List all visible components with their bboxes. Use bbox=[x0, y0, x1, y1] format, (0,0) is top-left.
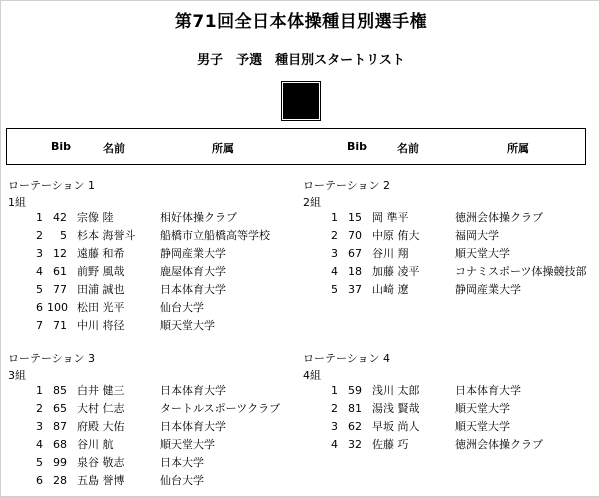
document-title: 第71回全日本体操種目別選手権 bbox=[174, 12, 428, 32]
start-order: 3 bbox=[36, 247, 43, 260]
athlete-name: 白井 健三 bbox=[77, 384, 125, 397]
start-order: 4 bbox=[36, 438, 43, 451]
start-order: 1 bbox=[36, 384, 43, 397]
athlete-row bbox=[33, 227, 293, 245]
bib-number: 68 bbox=[53, 438, 67, 451]
athlete-name: 杉本 海誉斗 bbox=[77, 229, 136, 242]
athlete-name: 宗像 陸 bbox=[77, 211, 114, 224]
bib-number: 5 bbox=[60, 229, 67, 242]
start-order: 2 bbox=[331, 402, 338, 415]
athlete-row bbox=[33, 317, 293, 335]
athlete-row bbox=[328, 436, 596, 454]
bib-number: 59 bbox=[348, 384, 362, 397]
column-header-box bbox=[6, 128, 586, 165]
athlete-team: 福岡大学 bbox=[455, 229, 499, 242]
athlete-team: 順天堂大学 bbox=[455, 420, 510, 433]
athlete-row bbox=[328, 281, 596, 299]
athlete-name: 加藤 凌平 bbox=[372, 265, 420, 278]
rotation-3-list bbox=[33, 382, 293, 490]
athlete-team: 相好体操クラブ bbox=[160, 211, 237, 224]
athlete-team: タートルスポーツクラブ bbox=[160, 402, 281, 415]
header-team-right: 所属 bbox=[507, 142, 529, 155]
athlete-team: 順天堂大学 bbox=[455, 402, 510, 415]
start-order: 3 bbox=[36, 420, 43, 433]
athlete-row bbox=[33, 209, 293, 227]
athlete-row bbox=[33, 454, 293, 472]
start-order: 7 bbox=[36, 319, 43, 332]
start-order: 1 bbox=[331, 384, 338, 397]
start-order: 5 bbox=[36, 283, 43, 296]
bib-number: 37 bbox=[348, 283, 362, 296]
bib-number: 87 bbox=[53, 420, 67, 433]
athlete-name: 松田 光平 bbox=[77, 301, 125, 314]
start-order: 4 bbox=[331, 265, 338, 278]
athlete-team: 静岡産業大学 bbox=[160, 247, 226, 260]
athlete-team: 徳洲会体操クラブ bbox=[455, 211, 543, 224]
bib-number: 70 bbox=[348, 229, 362, 242]
athlete-name: 田浦 誠也 bbox=[77, 283, 125, 296]
athlete-team: 静岡産業大学 bbox=[455, 283, 521, 296]
bib-number: 71 bbox=[53, 319, 67, 332]
bib-number: 32 bbox=[348, 438, 362, 451]
rotation-2-group: 2組 bbox=[303, 196, 321, 209]
athlete-name: 谷川 航 bbox=[77, 438, 114, 451]
athlete-row bbox=[328, 400, 596, 418]
header-team-left: 所属 bbox=[212, 142, 234, 155]
bib-number: 15 bbox=[348, 211, 362, 224]
start-order: 4 bbox=[36, 265, 43, 278]
athlete-row bbox=[33, 382, 293, 400]
bib-number: 12 bbox=[53, 247, 67, 260]
athlete-team: 徳洲会体操クラブ bbox=[455, 438, 543, 451]
athlete-name: 早坂 尚人 bbox=[372, 420, 420, 433]
athlete-row bbox=[33, 400, 293, 418]
athlete-team: 仙台大学 bbox=[160, 301, 204, 314]
bib-number: 28 bbox=[53, 474, 67, 487]
bib-number: 77 bbox=[53, 283, 67, 296]
bib-number: 65 bbox=[53, 402, 67, 415]
athlete-row bbox=[33, 299, 293, 317]
athlete-row bbox=[33, 281, 293, 299]
bib-number: 62 bbox=[348, 420, 362, 433]
start-order: 2 bbox=[36, 229, 43, 242]
athlete-team: 日本体育大学 bbox=[455, 384, 521, 397]
athlete-name: 中川 将径 bbox=[77, 319, 125, 332]
bib-number: 67 bbox=[348, 247, 362, 260]
rotation-3-group: 3組 bbox=[8, 369, 26, 382]
athlete-row bbox=[33, 436, 293, 454]
athlete-name: 佐藤 巧 bbox=[372, 438, 409, 451]
athlete-row bbox=[328, 418, 596, 436]
athlete-name: 谷川 翔 bbox=[372, 247, 409, 260]
athlete-team: 日本体育大学 bbox=[160, 420, 226, 433]
athlete-name: 浅川 太郎 bbox=[372, 384, 420, 397]
rotation-2-list bbox=[328, 209, 596, 299]
athlete-row bbox=[33, 245, 293, 263]
rotation-3-title: ローテーション 3 bbox=[8, 352, 96, 365]
start-order: 2 bbox=[36, 402, 43, 415]
athlete-row bbox=[328, 227, 596, 245]
start-order: 3 bbox=[331, 420, 338, 433]
athlete-name: 府殿 大佑 bbox=[77, 420, 125, 433]
apparatus-square-icon bbox=[282, 82, 320, 120]
athlete-team: 鹿屋体育大学 bbox=[160, 265, 226, 278]
start-order: 5 bbox=[36, 456, 43, 469]
athlete-row bbox=[33, 472, 293, 490]
header-name-right: 名前 bbox=[397, 142, 419, 155]
bib-number: 61 bbox=[53, 265, 67, 278]
start-order: 5 bbox=[331, 283, 338, 296]
athlete-row bbox=[328, 209, 596, 227]
start-order: 6 bbox=[36, 301, 43, 314]
bib-number: 18 bbox=[348, 265, 362, 278]
athlete-team: 順天堂大学 bbox=[160, 438, 215, 451]
athlete-name: 前野 風哉 bbox=[77, 265, 125, 278]
bib-number: 85 bbox=[53, 384, 67, 397]
athlete-row bbox=[328, 245, 596, 263]
bib-number: 42 bbox=[53, 211, 67, 224]
athlete-name: 泉谷 敬志 bbox=[77, 456, 125, 469]
rotation-1-list bbox=[33, 209, 293, 335]
athlete-name: 中原 侑大 bbox=[372, 229, 420, 242]
header-name-left: 名前 bbox=[103, 142, 125, 155]
athlete-team: 船橋市立船橋高等学校 bbox=[160, 229, 270, 242]
athlete-row bbox=[328, 382, 596, 400]
athlete-name: 五島 誉博 bbox=[77, 474, 125, 487]
athlete-team: コナミスポーツ体操競技部 bbox=[455, 265, 587, 278]
rotation-1-group: 1組 bbox=[8, 196, 26, 209]
athlete-row bbox=[33, 263, 293, 281]
athlete-team: 日本大学 bbox=[160, 456, 204, 469]
athlete-team: 順天堂大学 bbox=[455, 247, 510, 260]
athlete-name: 山崎 遼 bbox=[372, 283, 409, 296]
header-bib-right: Bib bbox=[347, 140, 368, 153]
start-order: 3 bbox=[331, 247, 338, 260]
athlete-name: 湯浅 賢哉 bbox=[372, 402, 420, 415]
athlete-row bbox=[328, 263, 596, 281]
athlete-team: 日本体育大学 bbox=[160, 384, 226, 397]
start-order: 2 bbox=[331, 229, 338, 242]
athlete-name: 岡 準平 bbox=[372, 211, 409, 224]
start-order: 1 bbox=[36, 211, 43, 224]
start-order: 4 bbox=[331, 438, 338, 451]
start-order: 6 bbox=[36, 474, 43, 487]
rotation-2-title: ローテーション 2 bbox=[303, 179, 391, 192]
bib-number: 100 bbox=[47, 301, 68, 314]
athlete-team: 順天堂大学 bbox=[160, 319, 215, 332]
rotation-4-group: 4組 bbox=[303, 369, 321, 382]
athlete-team: 日本体育大学 bbox=[160, 283, 226, 296]
document-subtitle: 男子 予選 種目別スタートリスト bbox=[197, 53, 405, 68]
athlete-name: 遠藤 和希 bbox=[77, 247, 125, 260]
rotation-1-title: ローテーション 1 bbox=[8, 179, 96, 192]
athlete-name: 大村 仁志 bbox=[77, 402, 125, 415]
rotation-4-title: ローテーション 4 bbox=[303, 352, 391, 365]
start-order: 1 bbox=[331, 211, 338, 224]
header-bib-left: Bib bbox=[51, 140, 72, 153]
athlete-row bbox=[33, 418, 293, 436]
athlete-team: 仙台大学 bbox=[160, 474, 204, 487]
rotation-4-list bbox=[328, 382, 596, 454]
bib-number: 81 bbox=[348, 402, 362, 415]
bib-number: 99 bbox=[53, 456, 67, 469]
